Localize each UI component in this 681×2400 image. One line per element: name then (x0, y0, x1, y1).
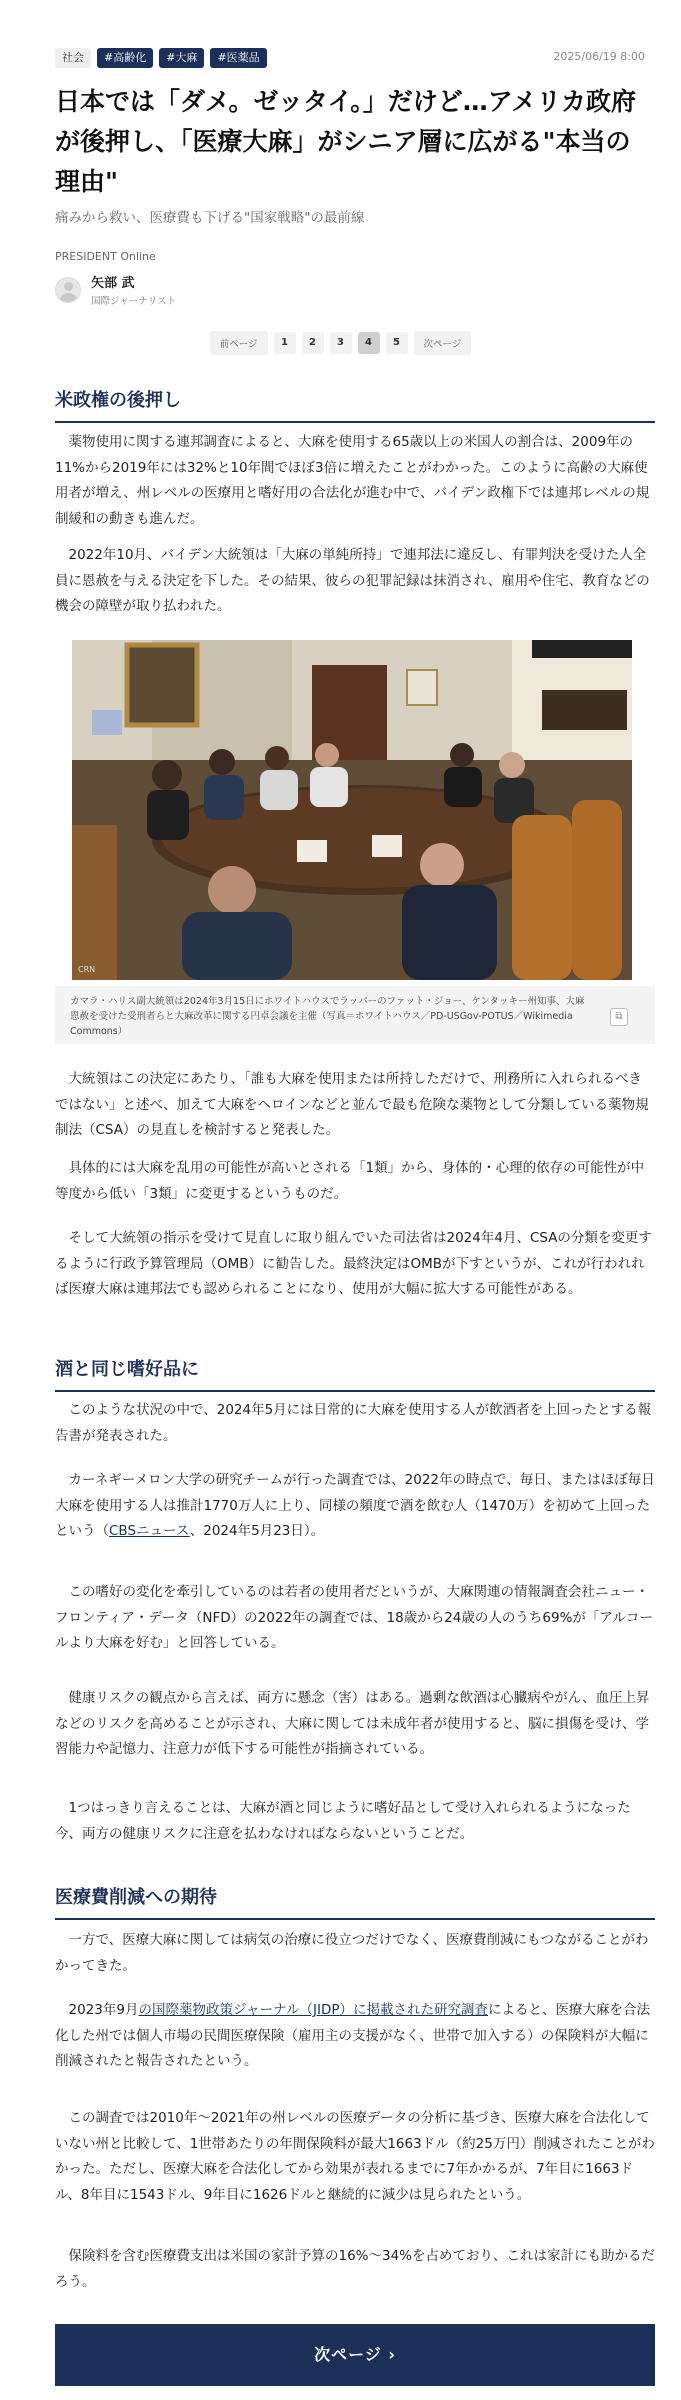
source-name: PRESIDENT Online (55, 250, 156, 263)
page-3-button[interactable]: 3 (330, 332, 352, 354)
paragraph: 薬物使用に関する連邦調査によると、大麻を使用する65歳以上の米国人の割合は、2009年の11%から2019年には32%と10年間でほぼ3倍に増えたことがわかった。このように高齢の大麻使用者が増え、州レベルの医療用と嗜好用の合法化が進む中で、バイデン政権下では連邦レベルの規制緩和の動きも進んだ。 (55, 434, 650, 527)
author-role: 国際ジャーナリスト (91, 296, 177, 307)
tag-category[interactable]: 社会 (55, 48, 91, 68)
article-title: 日本では「ダメ。ゼッタイ。」だけど…アメリカ政府が後押し、「医療大麻」がシニア層に広がる"本当の理由" (55, 87, 637, 196)
paragraph: 一方で、医療大麻に関しては病気の治療に役立つだけでなく、医療費削減にもつながることがわかってきた。 (55, 1932, 649, 1974)
prev-page-button[interactable]: 前ページ (210, 331, 268, 355)
paragraph: カーネギーメロン大学の研究チームが行った調査では、2022年の時点で、毎日、またはほぼ毎日大麻を使用する人は推計1770万人に上り、同様の頻度で酒を飲む人（1470万）を初めて上回ったという（CBSニュース、2024年5月23日）。 (55, 1472, 655, 1539)
section-heading-3: 医療費削減への期待 (55, 1883, 655, 1920)
cbs-news-link[interactable]: CBSニュース (109, 1523, 190, 1539)
paragraph: 1つはっきり言えることは、大麻が酒と同じように嗜好品として受け入れられるようになった今、両方の健康リスクに注意を払わなければならないということだ。 (55, 1800, 631, 1842)
article-photo[interactable] (72, 640, 632, 980)
page-5-button[interactable]: 5 (386, 332, 408, 354)
publish-date: 2025/06/19 8:00 (553, 50, 645, 63)
paragraph: 健康リスクの観点から言えば、両方に懸念（害）はある。過剰な飲酒は心臓病やがん、血圧上昇などのリスクを高めることが示され、大麻に関しては未成年者が使用すると、脳に損傷を受け、学習能力や記憶力、注意力が低下する可能性が指摘されている。 (55, 1690, 650, 1757)
paragraph: 保険料を含む医療費支出は米国の家計予算の16%～34%を占めており、これは家計にも助かるだろう。 (55, 2248, 656, 2290)
next-page-button[interactable]: 次ページ › (55, 2324, 655, 2386)
photo-caption: カマラ・ハリス副大統領は2024年3月15日にホワイトハウスでラッパーのファット・ジョー、ケンタッキー州知事、大麻恩赦を受けた受刑者らと大麻改革に関する円卓会議を主催（写真＝ホワイトハウス／PD-USGov-POTUS／Wikimedia Commons） (70, 996, 585, 1037)
paragraph: そして大統領の指示を受けて見直しに取り組んでいた司法省は2024年4月、CSAの分類を変更するように行政予算管理局（OMB）に勧告した。最終決定はOMBが下すというが、これが行われれば医療大麻は連邦法でも認められることになり、使用が大幅に拡大する可能性がある。 (55, 1230, 652, 1297)
article-subtitle: 痛みから救い、医療費も下げる"国家戦略"の最前線 (55, 210, 365, 226)
tag-list (55, 48, 267, 68)
page-4-button[interactable]: 4 (358, 332, 380, 354)
jidp-study-link[interactable]: の国際薬物政策ジャーナル（JIDP）に掲載された研究調査 (138, 2002, 489, 2018)
meeting-photo-illustration (72, 640, 632, 980)
paragraph: この嗜好の変化を牽引しているのは若者の使用者だというが、大麻関連の情報調査会社ニュー・フロンティア・データ（NFD）の2022年の調査では、18歳から24歳の人のうち69%が「アルコールより大麻を好む」と回答している。 (55, 1584, 653, 1651)
tag-medicine[interactable]: #医薬品 (210, 48, 266, 68)
author-name[interactable]: 矢部 武 (91, 276, 135, 291)
tag-aging[interactable]: #高齢化 (97, 48, 153, 68)
paragraph: この調査では2010年～2021年の州レベルの医療データの分析に基づき、医療大麻を合法化していない州と比較して、1世帯あたりの年間保険料が最大1663ドル（約25万円）削減されたことがわかった。ただし、医療大麻を合法化してから効果が表れるまでに7年かかるが、7年目に1663ドル、8年目に1543ドル、9年目に1626ドルと継続的に減少は見られたという。 (55, 2110, 655, 2203)
page-2-button[interactable]: 2 (302, 332, 324, 354)
paragraph: 大統領はこの決定にあたり、「誰も大麻を使用または所持しただけで、刑務所に入れられるべきではない」と述べ、加えて大麻をヘロインなどと並んで最も危険な薬物として分類している薬物規制法（CSA）の見直しを検討すると発表した。 (55, 1071, 649, 1138)
author-block[interactable] (55, 272, 176, 307)
paragraph: 具体的には大麻を乱用の可能性が高いとされる「1類」から、身体的・心理的依存の可能性が中等度から低い「3類」に変更するというものだ。 (55, 1160, 645, 1202)
section-heading-1: 米政権の後押し (55, 386, 655, 423)
photo-watermark: CRN (78, 965, 96, 974)
expand-icon[interactable]: ⧉ (610, 1008, 628, 1026)
paragraph: 2023年9月の国際薬物政策ジャーナル（JIDP）に掲載された研究調査によると、医療大麻を合法化した州では個人市場の民間医療保険（雇用主の支援がなく、世帯で加入する）の保険料が大幅に削減されたと報告されたという。 (55, 2002, 651, 2069)
page-1-button[interactable]: 1 (274, 332, 296, 354)
paragraph: このような状況の中で、2024年5月には日常的に大麻を使用する人が飲酒者を上回ったとする報告書が発表された。 (55, 1402, 652, 1444)
pagination (0, 331, 681, 355)
paragraph: 2022年10月、バイデン大統領は「大麻の単純所持」で連邦法に違反し、有罪判決を受けた人全員に恩赦を与える決定を下した。その結果、彼らの犯罪記録は抹消され、雇用や住宅、教育などの機会の障壁が取り払われた。 (55, 547, 650, 614)
tag-cannabis[interactable]: #大麻 (159, 48, 204, 68)
author-avatar (55, 277, 81, 303)
section-heading-2: 酒と同じ嗜好品に (55, 1355, 655, 1392)
next-page-link[interactable]: 次ページ (414, 331, 472, 355)
